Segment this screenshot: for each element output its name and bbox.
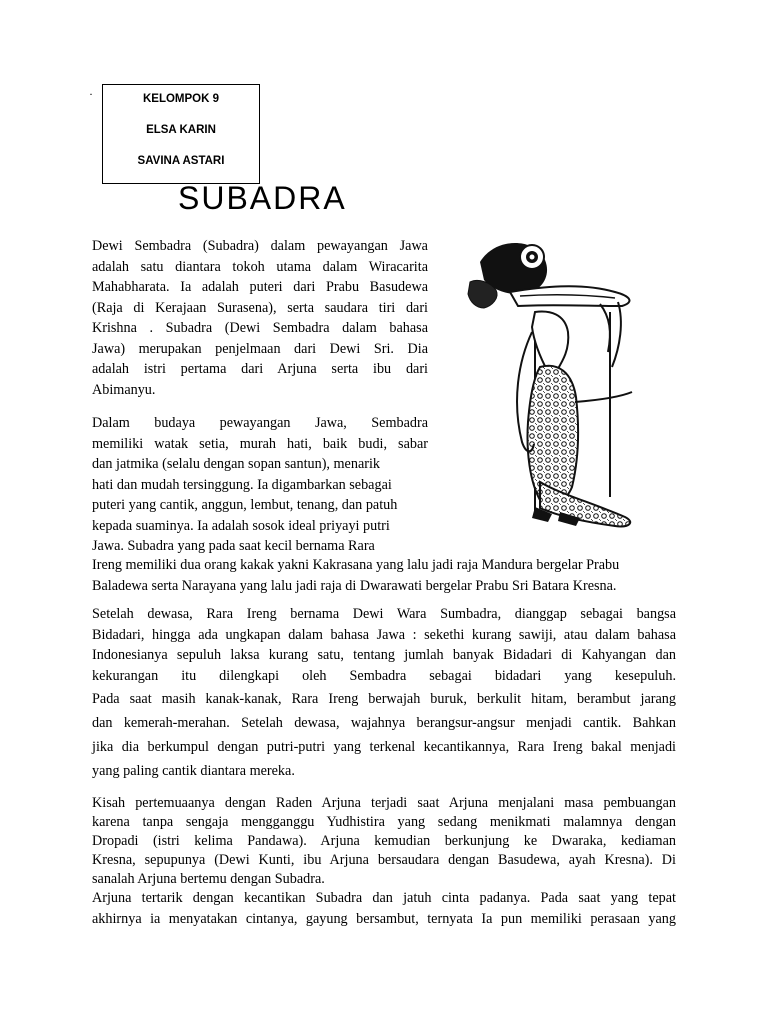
text-line: Indonesianya sepuluh laksa kurang satu, tentang jumlah banyak Bidadari di Kahyangan dan [92, 647, 676, 663]
paragraph-intro [92, 236, 428, 400]
paragraph-meeting [92, 793, 676, 888]
text-line: Dalam budaya pewayangan Jawa, Sembadra [92, 415, 428, 431]
page-title: SUBADRA [178, 180, 347, 216]
text-line: Jawa) merupakan penjelmaan dari Dewi Sri. Dia [92, 340, 428, 357]
member-name-1: ELSA KARIN [146, 124, 216, 136]
member-name-2: SAVINA ASTARI [137, 155, 225, 167]
text-line: Kisah pertemuaanya dengan Raden Arjuna terjadi saat Arjuna menjalani masa pembuangan [92, 795, 676, 811]
list-bullet: · [89, 87, 93, 101]
text-line: karena tanpa sengaja mengganggu Yudhistira yang sedang menikmati malamnya dengan [92, 814, 676, 830]
text-line: Arjuna tertarik dengan kecantikan Subadra dan jatuh cinta padanya. Pada saat yang tepat [92, 890, 676, 906]
text-line: Pada saat masih kanak-kanak, Rara Ireng berwajah buruk, berkulit hitam, berambut jarang [92, 691, 676, 707]
text-line: adalah satu diantara tokoh utama dalam Wiracarita [92, 258, 428, 275]
text-line: hati dan mudah tersinggung. Ia digambarkan sebagai [92, 476, 392, 493]
text-line: Baladewa serta Narayana yang lalu jadi raja di Dwarawati bergelar Prabu Sri Batara Kresna. [92, 577, 617, 594]
text-line: puteri yang cantik, anggun, lembut, tenang, dan patuh [92, 497, 398, 513]
text-line: kepada suaminya. Ia adalah sosok ideal priyayi putri [92, 517, 390, 534]
text-line: Jawa. Subadra yang pada saat kecil bernama Rara [92, 538, 375, 554]
text-line: Bidadari, hingga ada ungkapan dalam bahasa Jawa : sekethi kurang sawiji, atau dalam bahasa [92, 626, 676, 643]
text-line: jika dia berkumpul dengan putri-putri yang terkenal kecantikannya, Rara Ireng bakal menjadi [92, 739, 676, 755]
text-line: Dewi Sembadra (Subadra) dalam pewayangan Jawa [92, 238, 428, 254]
text-line: Dropadi (istri kelima Pandawa). Arjuna kemudian berkunjung ke Dwaraka, kediaman [92, 833, 676, 849]
paragraph-adulthood [92, 604, 676, 686]
text-line: memiliki watak setia, murah hati, baik budi, sabar [92, 435, 428, 452]
text-line: akhirnya ia menyatakan cintanya, gayung bersambut, ternyata Ia pun memiliki perasaan yang [92, 910, 676, 927]
text-line: dan jatmika (selalu dengan sopan santun), menarik [92, 456, 380, 472]
text-line: Krishna . Subadra (Dewi Sembadra dalam bahasa [92, 320, 428, 336]
paragraph-character [92, 413, 428, 557]
text-line: yang paling cantik diantara mereka. [92, 763, 295, 779]
text-line: Mahabharata. Ia adalah puteri dari Prabu Basudewa [92, 279, 428, 295]
paragraph-character-continued [92, 555, 676, 596]
text-line: kekurangan itu dilengkapi oleh Sembadra sebagai bidadari yang kesepuluh. [92, 667, 676, 684]
group-name: KELOMPOK 9 [142, 93, 220, 105]
wayang-puppet-illustration [440, 232, 660, 552]
text-line: adalah istri pertama dari Arjuna serta ibu dari [92, 361, 428, 377]
text-line: Abimanyu. [92, 381, 156, 398]
paragraph-love [92, 888, 676, 929]
text-line: sanalah Arjuna bertemu dengan Subadra. [92, 871, 325, 887]
text-line: Kresna, sepupunya (Dewi Kunti, ibu Arjuna bersaudara dengan Basudewa, ayah Kresna). Di [92, 852, 676, 868]
text-line: Ireng memiliki dua orang kakak yakni Kakrasana yang lalu jadi raja Mandura bergelar Prabu [92, 557, 620, 573]
text-line: dan kemerah-merahan. Setelah dewasa, wajahnya berangsur-angsur menjadi cantik. Bahkan [92, 715, 676, 731]
text-line: (Raja di Kerajaan Surasena), serta saudara tiri dari [92, 299, 428, 316]
text-line: Setelah dewasa, Rara Ireng bernama Dewi Wara Sumbadra, dianggap sebagai bangsa [92, 606, 676, 622]
group-info-box [102, 84, 260, 184]
paragraph-childhood [92, 689, 676, 785]
